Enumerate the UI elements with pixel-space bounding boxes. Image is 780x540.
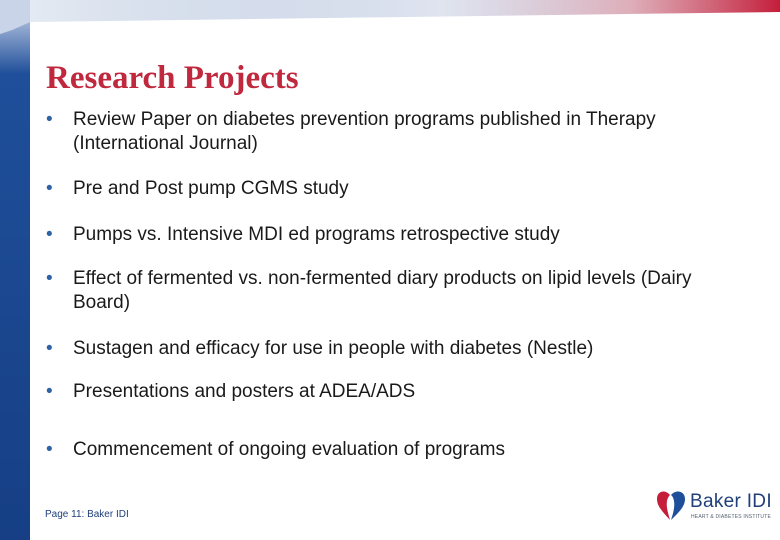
bullet-icon: • [46,338,53,359]
heart-logo-icon [654,488,688,526]
bullet-icon: • [46,381,53,402]
list-item-text: Pre and Post pump CGMS study [73,178,349,199]
logo-tagline: HEART & DIABETES INSTITUTE [691,514,771,520]
list-item-text: Commencement of ongoing evaluation of programs [73,439,505,460]
logo-name: Baker IDI [690,491,772,512]
list-item-text: Review Paper on diabetes prevention programs published in Therapy (International Journal) [73,109,656,154]
baker-idi-logo [654,488,772,526]
footer-page-label: Page 11: Baker IDI [45,509,129,520]
top-decorative-band [0,0,780,36]
list-item [46,223,746,247]
list-item [46,267,746,315]
list-item [46,177,746,201]
list-item-text: Effect of fermented vs. non-fermented diary products on lipid levels (Dairy Board) [73,268,692,313]
list-item [46,380,746,404]
bullet-icon: • [46,439,53,460]
bullet-icon: • [46,109,53,130]
list-item [46,108,746,156]
list-item [46,438,746,462]
page-title: Research Projects [46,60,299,96]
bullet-icon: • [46,224,53,245]
left-decorative-band [0,0,30,540]
bullet-icon: • [46,268,53,289]
list-item-text: Presentations and posters at ADEA/ADS [73,381,416,402]
list-item-text: Sustagen and efficacy for use in people with diabetes (Nestle) [73,338,594,359]
list-item [46,337,746,361]
list-item-text: Pumps vs. Intensive MDI ed programs retrospective study [73,224,560,245]
bullet-icon: • [46,178,53,199]
